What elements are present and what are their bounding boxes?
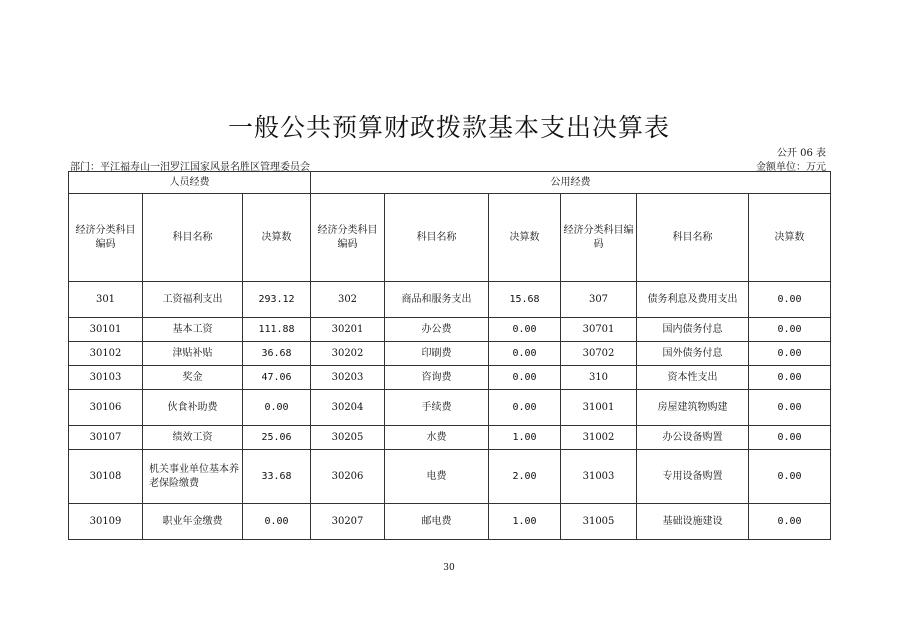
cell-name: 手续费 bbox=[385, 390, 489, 426]
cell-code: 30206 bbox=[311, 450, 385, 504]
cell-name: 办公费 bbox=[385, 318, 489, 342]
cell-amount: 0.00 bbox=[749, 426, 831, 450]
cell-name: 津贴补贴 bbox=[143, 342, 243, 366]
cell-code: 30107 bbox=[69, 426, 143, 450]
header-amount: 决算数 bbox=[489, 194, 561, 282]
cell-amount: 1.00 bbox=[489, 426, 561, 450]
cell-amount: 0.00 bbox=[749, 342, 831, 366]
cell-name: 办公设备购置 bbox=[637, 426, 749, 450]
cell-code: 30207 bbox=[311, 504, 385, 540]
cell-name: 商品和服务支出 bbox=[385, 282, 489, 318]
group-header-personnel: 人员经费 bbox=[69, 172, 311, 194]
cell-code: 31001 bbox=[561, 390, 637, 426]
cell-name: 职业年金缴费 bbox=[143, 504, 243, 540]
table-row bbox=[69, 504, 831, 540]
cell-code: 30205 bbox=[311, 426, 385, 450]
cell-name: 伙食补助费 bbox=[143, 390, 243, 426]
cell-name: 机关事业单位基本养老保险缴费 bbox=[143, 450, 243, 504]
cell-name: 绩效工资 bbox=[143, 426, 243, 450]
table-row bbox=[69, 390, 831, 426]
cell-amount: 0.00 bbox=[749, 282, 831, 318]
header-code: 经济分类科目编码 bbox=[69, 194, 143, 282]
cell-code: 302 bbox=[311, 282, 385, 318]
table-row bbox=[69, 450, 831, 504]
budget-table bbox=[68, 171, 831, 540]
cell-amount: 0.00 bbox=[749, 318, 831, 342]
cell-code: 307 bbox=[561, 282, 637, 318]
cell-amount: 0.00 bbox=[243, 390, 311, 426]
cell-name: 债务利息及费用支出 bbox=[637, 282, 749, 318]
page-number: 30 bbox=[443, 563, 455, 573]
cell-code: 31003 bbox=[561, 450, 637, 504]
cell-name: 国内债务付息 bbox=[637, 318, 749, 342]
department-label: 部门：平江福寿山一汨罗江国家风景名胜区管理委员会 bbox=[70, 162, 310, 173]
header-name: 科目名称 bbox=[143, 194, 243, 282]
cell-code: 30204 bbox=[311, 390, 385, 426]
header-name: 科目名称 bbox=[385, 194, 489, 282]
cell-amount: 111.88 bbox=[243, 318, 311, 342]
cell-code: 30702 bbox=[561, 342, 637, 366]
table-row bbox=[69, 366, 831, 390]
cell-amount: 2.00 bbox=[489, 450, 561, 504]
cell-code: 31005 bbox=[561, 504, 637, 540]
cell-amount: 0.00 bbox=[749, 504, 831, 540]
cell-name: 奖金 bbox=[143, 366, 243, 390]
cell-name: 基本工资 bbox=[143, 318, 243, 342]
cell-code: 30108 bbox=[69, 450, 143, 504]
cell-amount: 0.00 bbox=[749, 390, 831, 426]
cell-amount: 0.00 bbox=[489, 342, 561, 366]
cell-amount: 1.00 bbox=[489, 504, 561, 540]
cell-amount: 47.06 bbox=[243, 366, 311, 390]
header-amount: 决算数 bbox=[749, 194, 831, 282]
table-row bbox=[69, 342, 831, 366]
cell-amount: 0.00 bbox=[749, 366, 831, 390]
cell-name: 基础设施建设 bbox=[637, 504, 749, 540]
cell-name: 房屋建筑物购建 bbox=[637, 390, 749, 426]
cell-name: 水费 bbox=[385, 426, 489, 450]
cell-code: 30701 bbox=[561, 318, 637, 342]
cell-code: 31002 bbox=[561, 426, 637, 450]
header-code: 经济分类科目编码 bbox=[561, 194, 637, 282]
header-amount: 决算数 bbox=[243, 194, 311, 282]
cell-amount: 33.68 bbox=[243, 450, 311, 504]
cell-code: 30202 bbox=[311, 342, 385, 366]
header-name: 科目名称 bbox=[637, 194, 749, 282]
cell-amount: 25.06 bbox=[243, 426, 311, 450]
table-row bbox=[69, 426, 831, 450]
page-title: 一般公共预算财政拨款基本支出决算表 bbox=[227, 113, 670, 142]
cell-amount: 36.68 bbox=[243, 342, 311, 366]
cell-amount: 0.00 bbox=[749, 450, 831, 504]
cell-code: 30203 bbox=[311, 366, 385, 390]
cell-code: 30201 bbox=[311, 318, 385, 342]
unit-label: 金额单位：万元 bbox=[756, 162, 826, 173]
cell-name: 咨询费 bbox=[385, 366, 489, 390]
cell-name: 印刷费 bbox=[385, 342, 489, 366]
cell-name: 资本性支出 bbox=[637, 366, 749, 390]
cell-amount: 15.68 bbox=[489, 282, 561, 318]
cell-code: 30106 bbox=[69, 390, 143, 426]
cell-name: 专用设备购置 bbox=[637, 450, 749, 504]
cell-amount: 0.00 bbox=[243, 504, 311, 540]
cell-code: 301 bbox=[69, 282, 143, 318]
cell-amount: 0.00 bbox=[489, 390, 561, 426]
cell-code: 30102 bbox=[69, 342, 143, 366]
cell-name: 电费 bbox=[385, 450, 489, 504]
table-row bbox=[69, 282, 831, 318]
cell-name: 邮电费 bbox=[385, 504, 489, 540]
column-header-row bbox=[69, 194, 831, 282]
cell-name: 国外债务付息 bbox=[637, 342, 749, 366]
cell-code: 310 bbox=[561, 366, 637, 390]
cell-code: 30101 bbox=[69, 318, 143, 342]
cell-amount: 293.12 bbox=[243, 282, 311, 318]
cell-amount: 0.00 bbox=[489, 318, 561, 342]
cell-code: 30103 bbox=[69, 366, 143, 390]
cell-name: 工资福利支出 bbox=[143, 282, 243, 318]
group-header-public: 公用经费 bbox=[311, 172, 831, 194]
form-code: 公开 06 表 bbox=[776, 148, 826, 159]
cell-code: 30109 bbox=[69, 504, 143, 540]
table-row bbox=[69, 318, 831, 342]
header-code: 经济分类科目编码 bbox=[311, 194, 385, 282]
cell-amount: 0.00 bbox=[489, 366, 561, 390]
